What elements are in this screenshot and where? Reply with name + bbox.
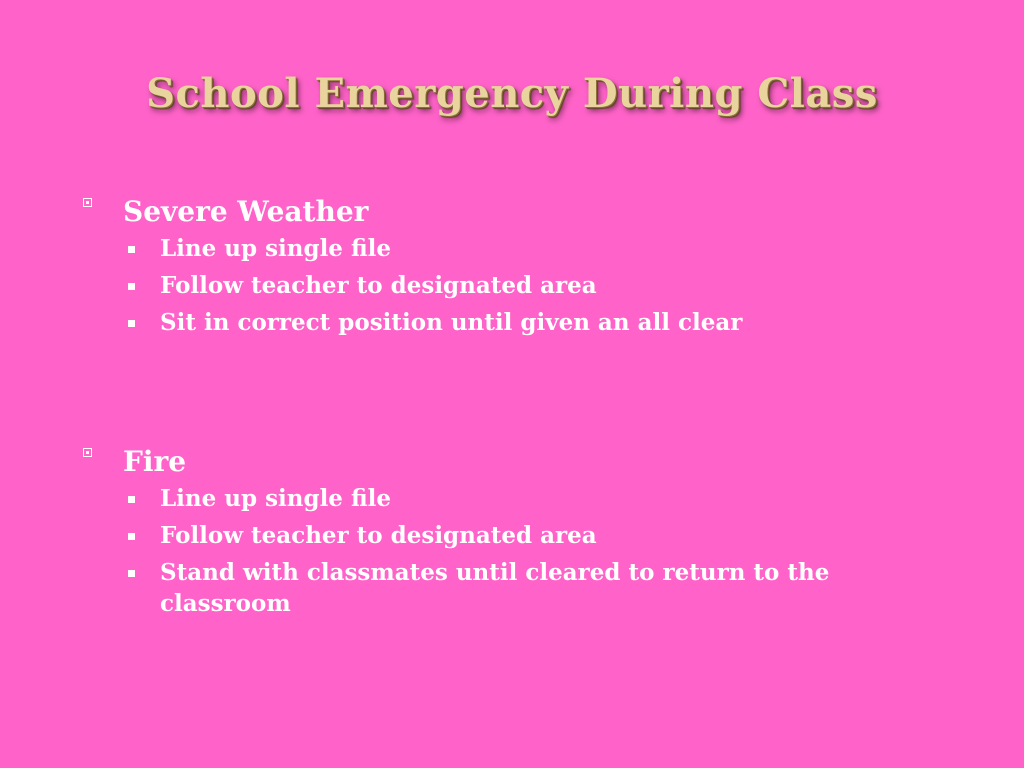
square-outline-bullet-icon: [80, 433, 123, 471]
section-heading: Severe Weather: [123, 195, 369, 228]
list-item-text: Line up single file: [160, 485, 392, 512]
slide-title: School Emergency During Class: [146, 70, 878, 117]
list-item-text: Stand with classmates until cleared to return to the classroom: [160, 559, 830, 617]
slide-content: [80, 183, 960, 625]
square-bullet-icon: [125, 483, 160, 514]
section-heading-row: [80, 183, 960, 231]
list-item-text: Follow teacher to designated area: [160, 522, 597, 549]
list-item: [125, 520, 960, 551]
section-heading: Fire: [123, 445, 187, 478]
list-item: [125, 270, 960, 301]
list-item: [125, 557, 960, 619]
list-item: [125, 483, 960, 514]
bullet-list: [80, 233, 960, 338]
section-heading-row: [80, 433, 960, 481]
square-bullet-icon: [125, 520, 160, 551]
list-item: [125, 307, 960, 338]
list-item-text: Line up single file: [160, 235, 392, 262]
square-bullet-icon: [125, 233, 160, 264]
list-item-text: Follow teacher to designated area: [160, 272, 597, 299]
square-bullet-icon: [125, 557, 160, 588]
square-bullet-icon: [125, 307, 160, 338]
bullet-list: [80, 483, 960, 619]
square-bullet-icon: [125, 270, 160, 301]
list-item: [125, 233, 960, 264]
section-severe-weather: [80, 183, 960, 338]
list-item-text: Sit in correct position until given an all clear: [160, 309, 743, 336]
square-outline-bullet-icon: [80, 183, 123, 221]
section-fire: [80, 433, 960, 619]
